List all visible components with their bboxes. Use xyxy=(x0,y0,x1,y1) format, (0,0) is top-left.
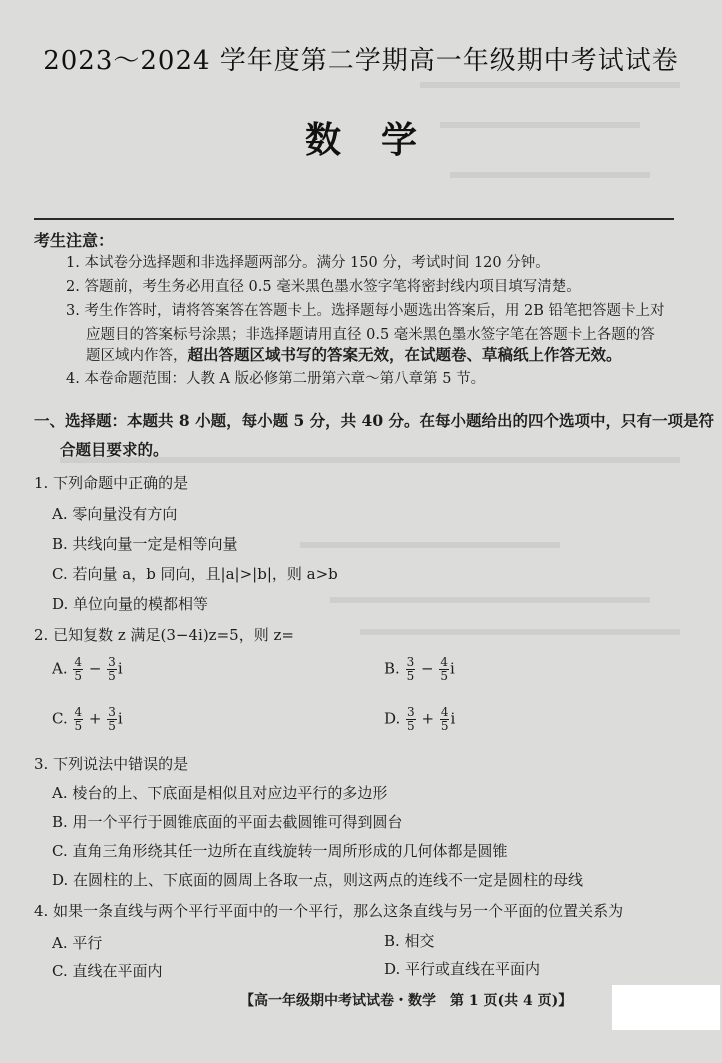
q3-option-b: B. 用一个平行于圆锥底面的平面去截圆锥可得到圆台 xyxy=(52,813,403,831)
q2-c-imag: i xyxy=(117,709,123,728)
q2-d-frac1 xyxy=(406,706,416,733)
q3-option-a: A. 棱台的上、下底面是相似且对应边平行的多边形 xyxy=(52,784,388,802)
q2-b-label: B. xyxy=(384,659,400,678)
q2-d-num1: 3 xyxy=(407,705,415,719)
q2-b-den2: 5 xyxy=(440,669,448,683)
q2-c-den2: 5 xyxy=(108,719,116,733)
q2-c-den1: 5 xyxy=(74,719,83,733)
q2-d-num2: 4 xyxy=(440,705,449,719)
q2-b-frac1 xyxy=(406,656,416,683)
q2-b-den1: 5 xyxy=(406,669,415,683)
q2-option-a xyxy=(52,656,123,683)
q2-c-frac2 xyxy=(107,706,117,733)
notice-item-3-bold: 超出答题区域书写的答案无效，在试题卷、草稿纸上作答无效。 xyxy=(187,345,622,364)
q2-a-num1: 4 xyxy=(74,655,83,669)
q2-c-num1: 4 xyxy=(74,705,83,719)
q1-option-a: A. 零向量没有方向 xyxy=(52,505,178,523)
q4-option-b: B. 相交 xyxy=(384,932,435,950)
q2-b-imag: i xyxy=(450,659,455,678)
notice-item-3-cont: 应题目的答案标号涂黑；非选择题请用直径 0.5 毫米黑色墨水签字笔在答题卡上各题的答 xyxy=(86,327,655,343)
header-divider xyxy=(34,218,674,220)
q3-stem: 3. 下列说法中错误的是 xyxy=(34,755,189,773)
q2-d-imag: i xyxy=(450,709,456,728)
q1-option-c: C. 若向量 a，b 同向，且|a|>|b|，则 a>b xyxy=(52,565,338,583)
section1-heading: 一、选择题：本题共 8 小题，每小题 5 分，共 40 分。在每小题给出的四个选项中，只有一项是符 xyxy=(34,411,715,430)
notice-item-3-plain: 题区域内作答， xyxy=(86,348,188,364)
q2-option-b xyxy=(384,656,455,683)
exam-title: 2023～2024 学年度第二学期高一年级期中考试试卷 xyxy=(43,46,679,76)
q2-a-frac1 xyxy=(73,656,83,683)
q3-option-d: D. 在圆柱的上、下底面的圆周上各取一点，则这两点的连线不一定是圆柱的母线 xyxy=(52,871,584,889)
q2-d-frac2 xyxy=(440,706,450,733)
page-footer: 【高一年级期中考试试卷・数学 第 1 页(共 4 页)】 xyxy=(240,993,573,1009)
notice-item-2: 2. 答题前，考生务必用直径 0.5 毫米黑色墨水签字笔将密封线内项目填写清楚。 xyxy=(66,279,581,295)
q2-d-operator: + xyxy=(421,709,435,728)
q2-stem: 2. 已知复数 z 满足(3−4i)z=5，则 z= xyxy=(34,626,294,644)
q2-option-c xyxy=(52,706,123,733)
q2-b-operator: − xyxy=(421,659,434,678)
q2-a-operator: − xyxy=(88,659,102,678)
q3-option-c: C. 直角三角形绕其任一边所在直线旋转一周所形成的几何体都是圆锥 xyxy=(52,842,508,860)
section1-heading-cont: 合题目要求的。 xyxy=(60,440,169,459)
corner-white-patch xyxy=(612,985,720,1030)
q2-c-label: C. xyxy=(52,709,68,728)
q2-a-label: A. xyxy=(52,659,68,678)
q2-c-operator: + xyxy=(88,709,102,728)
q2-d-den1: 5 xyxy=(407,719,415,733)
notice-item-3-cont2 xyxy=(86,343,622,365)
q2-b-num2: 4 xyxy=(440,655,448,669)
q2-b-frac2 xyxy=(439,656,449,683)
q2-b-num1: 3 xyxy=(406,655,415,669)
notice-item-3: 3. 考生作答时，请将答案答在答题卡上。选择题每小题选出答案后，用 2B 铅笔把答题卡上对 xyxy=(66,303,665,319)
q4-option-a: A. 平行 xyxy=(52,934,103,952)
q2-c-num2: 3 xyxy=(108,705,116,719)
q4-stem: 4. 如果一条直线与两个平行平面中的一个平行，那么这条直线与另一个平面的位置关系为 xyxy=(34,902,624,920)
q2-d-label: D. xyxy=(384,709,401,728)
notice-item-1: 1. 本试卷分选择题和非选择题两部分。满分 150 分，考试时间 120 分钟。 xyxy=(66,255,550,271)
q4-option-c: C. 直线在平面内 xyxy=(52,962,163,980)
q2-a-den2: 5 xyxy=(108,669,116,683)
q1-option-d: D. 单位向量的模都相等 xyxy=(52,595,209,613)
subject-title: 数学 xyxy=(304,119,457,161)
q2-a-imag: i xyxy=(117,659,123,678)
q1-option-b: B. 共线向量一定是相等向量 xyxy=(52,535,238,553)
q2-c-frac1 xyxy=(74,706,84,733)
q2-a-den1: 5 xyxy=(74,669,83,683)
q4-option-d: D. 平行或直线在平面内 xyxy=(384,960,541,978)
q1-stem: 1. 下列命题中正确的是 xyxy=(34,474,189,492)
notice-heading: 考生注意： xyxy=(34,231,115,250)
q2-option-d xyxy=(384,706,455,733)
q2-a-num2: 3 xyxy=(108,655,116,669)
q2-a-frac2 xyxy=(107,656,117,683)
notice-item-4: 4. 本卷命题范围：人教 A 版必修第二册第六章～第八章第 5 节。 xyxy=(66,371,486,387)
q2-d-den2: 5 xyxy=(440,719,449,733)
